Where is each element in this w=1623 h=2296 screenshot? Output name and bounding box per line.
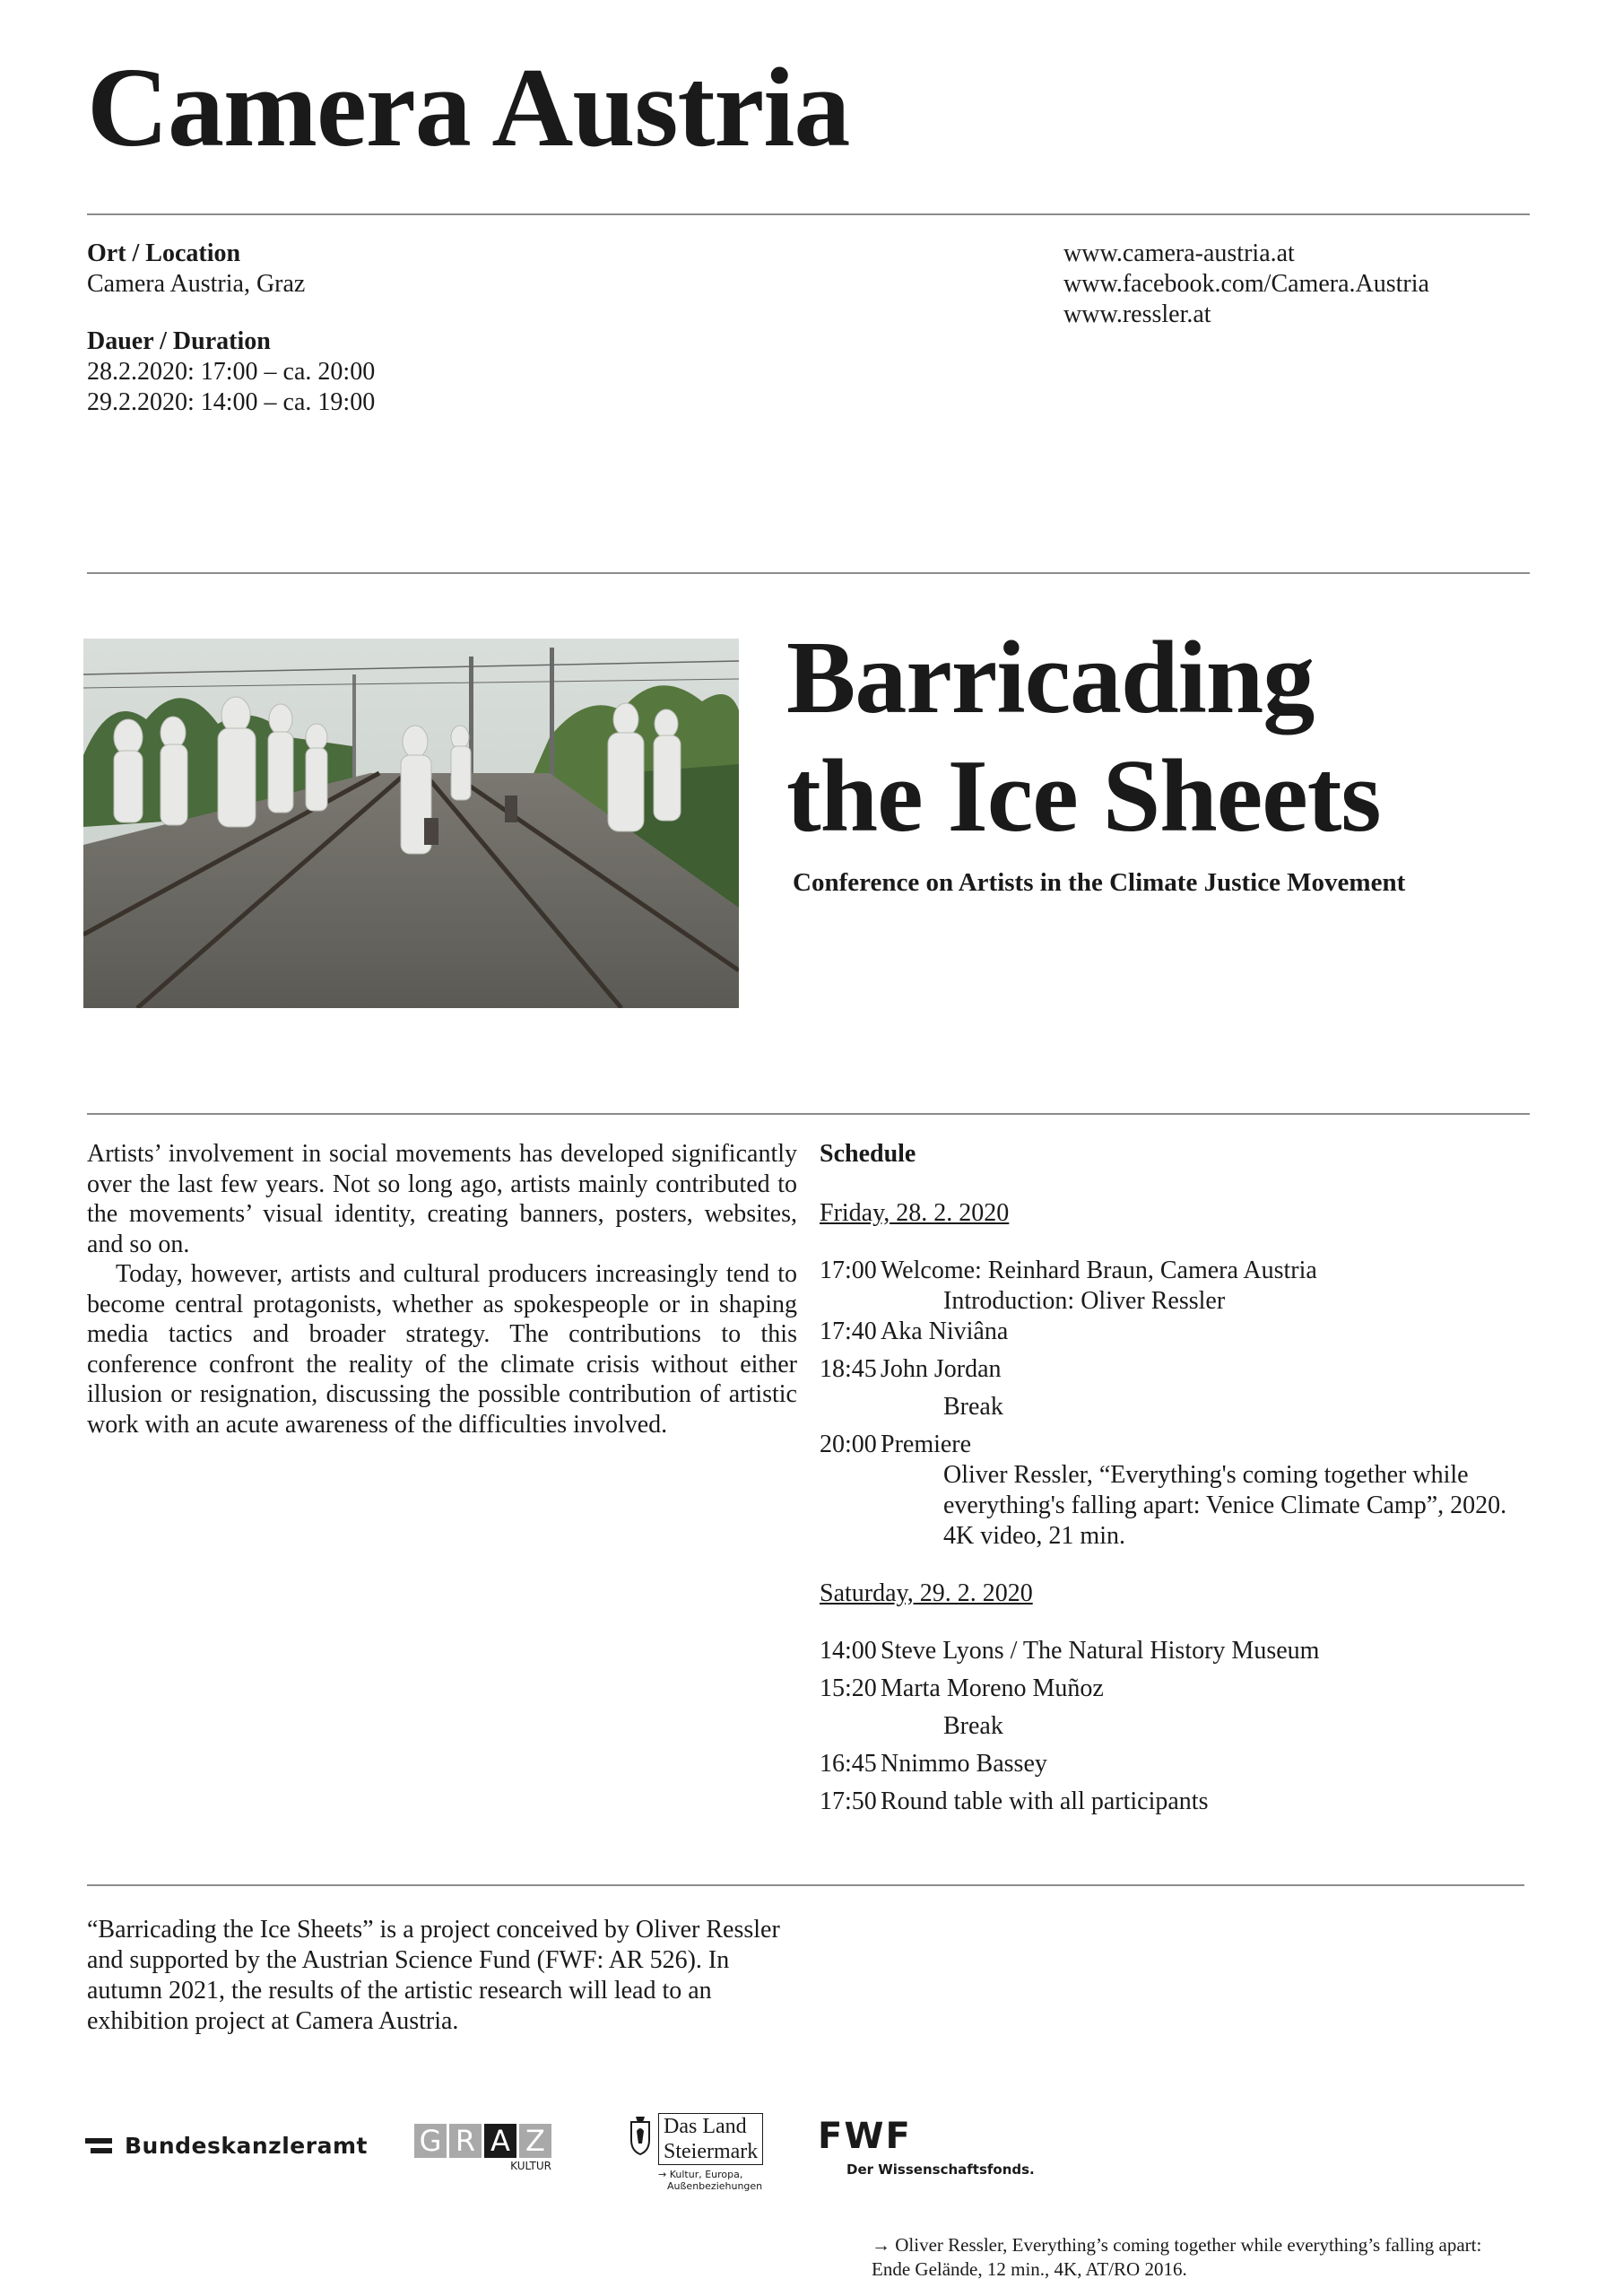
photo-caption: → Oliver Ressler, Everything’s coming together while everything’s falling apart: Ende Gelände, 12 min., 4K, AT/RO 2016.: [872, 2234, 1482, 2280]
schedule-time: 18:45: [820, 1355, 877, 1383]
schedule-line: Introduction: Oliver Ressler: [943, 1287, 1226, 1315]
schedule-line: John Jordan: [881, 1355, 1002, 1383]
fwf-subtitle: Der Wissenschaftsfonds.: [846, 2161, 1035, 2178]
graz-letter: A: [484, 2124, 516, 2158]
schedule-line: Oliver Ressler, “Everything's coming together while: [943, 1461, 1469, 1489]
links: [1063, 239, 1530, 330]
schedule-row: [820, 1392, 1537, 1422]
steiermark-line: Steiermark: [664, 2140, 759, 2163]
duration-line: 28.2.2020: 17:00 – ca. 20:00: [87, 358, 376, 386]
schedule-line: Round table with all participants: [881, 1787, 1209, 1815]
graz-subtitle: KULTUR: [510, 2160, 551, 2172]
schedule-line: Steve Lyons / The Natural History Museum: [881, 1637, 1320, 1665]
schedule-time: 20:00: [820, 1431, 877, 1458]
fwf-wordmark: FWF: [818, 2116, 912, 2157]
schedule-time: [820, 1711, 881, 1742]
schedule-time: 17:40: [820, 1318, 877, 1345]
schedule-row: [820, 1354, 1537, 1385]
schedule-row: [820, 1674, 1537, 1704]
schedule-row: [820, 1749, 1537, 1779]
steiermark-sub: → Kultur, Europa,: [658, 2169, 743, 2180]
schedule-line: everything's falling apart: Venice Climate Camp”, 2020.: [943, 1492, 1507, 1519]
schedule-time: [820, 1392, 881, 1422]
event-title-line: the Ice Sheets: [786, 739, 1381, 854]
logo-bundeskanzleramt: [85, 2127, 368, 2163]
schedule-line: Break: [943, 1393, 1003, 1421]
logo-graz: [414, 2124, 551, 2172]
schedule: [820, 1139, 1537, 1817]
schedule-time: 14:00: [820, 1637, 877, 1665]
steiermark-sub: Außenbeziehungen: [667, 2180, 763, 2192]
schedule-row: [820, 1317, 1537, 1347]
duration-line: 29.2.2020: 14:00 – ca. 19:00: [87, 388, 376, 416]
link-website[interactable]: www.camera-austria.at: [1063, 239, 1295, 267]
schedule-heading: Schedule: [820, 1140, 916, 1168]
schedule-line: Premiere: [881, 1431, 972, 1458]
intro-text: [87, 1139, 797, 1439]
project-note: “Barricading the Ice Sheets” is a project conceived by Oliver Ressler and supported by the Austrian Science Fund (FWF: AR 526). In autumn 2021, the results of the artistic research will lead to an exhibition project at Camera Austria.: [87, 1916, 780, 2035]
event-title: [786, 619, 1381, 856]
schedule-time: 17:00: [820, 1257, 877, 1284]
intro-paragraph: Artists’ involvement in social movements has developed significantly over the last few years. Not so long ago, artists mainly contributed to the movements’ visual identity, creating banners, posters, websites, and so on.: [87, 1140, 797, 1258]
schedule-row: [820, 1787, 1537, 1817]
divider: [87, 1113, 1530, 1115]
event-subtitle: Conference on Artists in the Climate Justice Movement: [793, 868, 1406, 897]
schedule-row: [820, 1636, 1537, 1666]
schedule-time: 17:50: [820, 1787, 877, 1815]
schedule-line: Break: [943, 1712, 1003, 1740]
schedule-line: Welcome: Reinhard Braun, Camera Austria: [881, 1257, 1317, 1284]
graz-letter: Z: [519, 2124, 551, 2158]
intro-paragraph: Today, however, artists and cultural producers increasingly tend to become central protagonists, whether as spokespeople or in shaping media tactics and broader strategy. The contributions to this conference confront the reality of the climate crisis without either illusion or resignation, discussing the possible contribution of artistic work with an acute awareness of the difficulties involved.: [87, 1260, 797, 1439]
austria-flag-icon: [85, 2138, 112, 2153]
schedule-line: Aka Niviâna: [881, 1318, 1009, 1345]
divider: [87, 213, 1530, 215]
coat-of-arms-icon: [628, 2113, 653, 2192]
schedule-row: [820, 1711, 1537, 1742]
schedule-line: 4K video, 21 min.: [943, 1522, 1125, 1550]
link-ressler[interactable]: www.ressler.at: [1063, 300, 1211, 328]
graz-letter: R: [449, 2124, 482, 2158]
schedule-line: Marta Moreno Muñoz: [881, 1674, 1104, 1702]
location-label: Ort / Location: [87, 239, 241, 267]
event-info: [87, 239, 715, 418]
divider: [87, 572, 1530, 574]
schedule-row: [820, 1430, 1537, 1552]
schedule-time: 16:45: [820, 1750, 877, 1778]
link-facebook[interactable]: www.facebook.com/Camera.Austria: [1063, 270, 1429, 298]
event-title-line: Barricading: [786, 621, 1315, 735]
schedule-row: [820, 1256, 1537, 1317]
schedule-time: 15:20: [820, 1674, 877, 1702]
brand-title: Camera Austria: [87, 46, 850, 170]
duration-label: Dauer / Duration: [87, 327, 271, 355]
event-photo: [83, 639, 739, 1008]
divider: [87, 1884, 1524, 1886]
logo-fwf: [818, 2118, 1035, 2178]
graz-letter: G: [414, 2124, 447, 2158]
logo-steiermark: [628, 2113, 763, 2192]
day-label: Friday, 28. 2. 2020: [820, 1199, 1010, 1227]
schedule-line: Nnimmo Bassey: [881, 1750, 1047, 1778]
location-value: Camera Austria, Graz: [87, 270, 306, 298]
logo-label: Bundeskanzleramt: [125, 2132, 368, 2159]
day-label: Saturday, 29. 2. 2020: [820, 1579, 1033, 1607]
steiermark-line: Das Land: [664, 2115, 747, 2138]
